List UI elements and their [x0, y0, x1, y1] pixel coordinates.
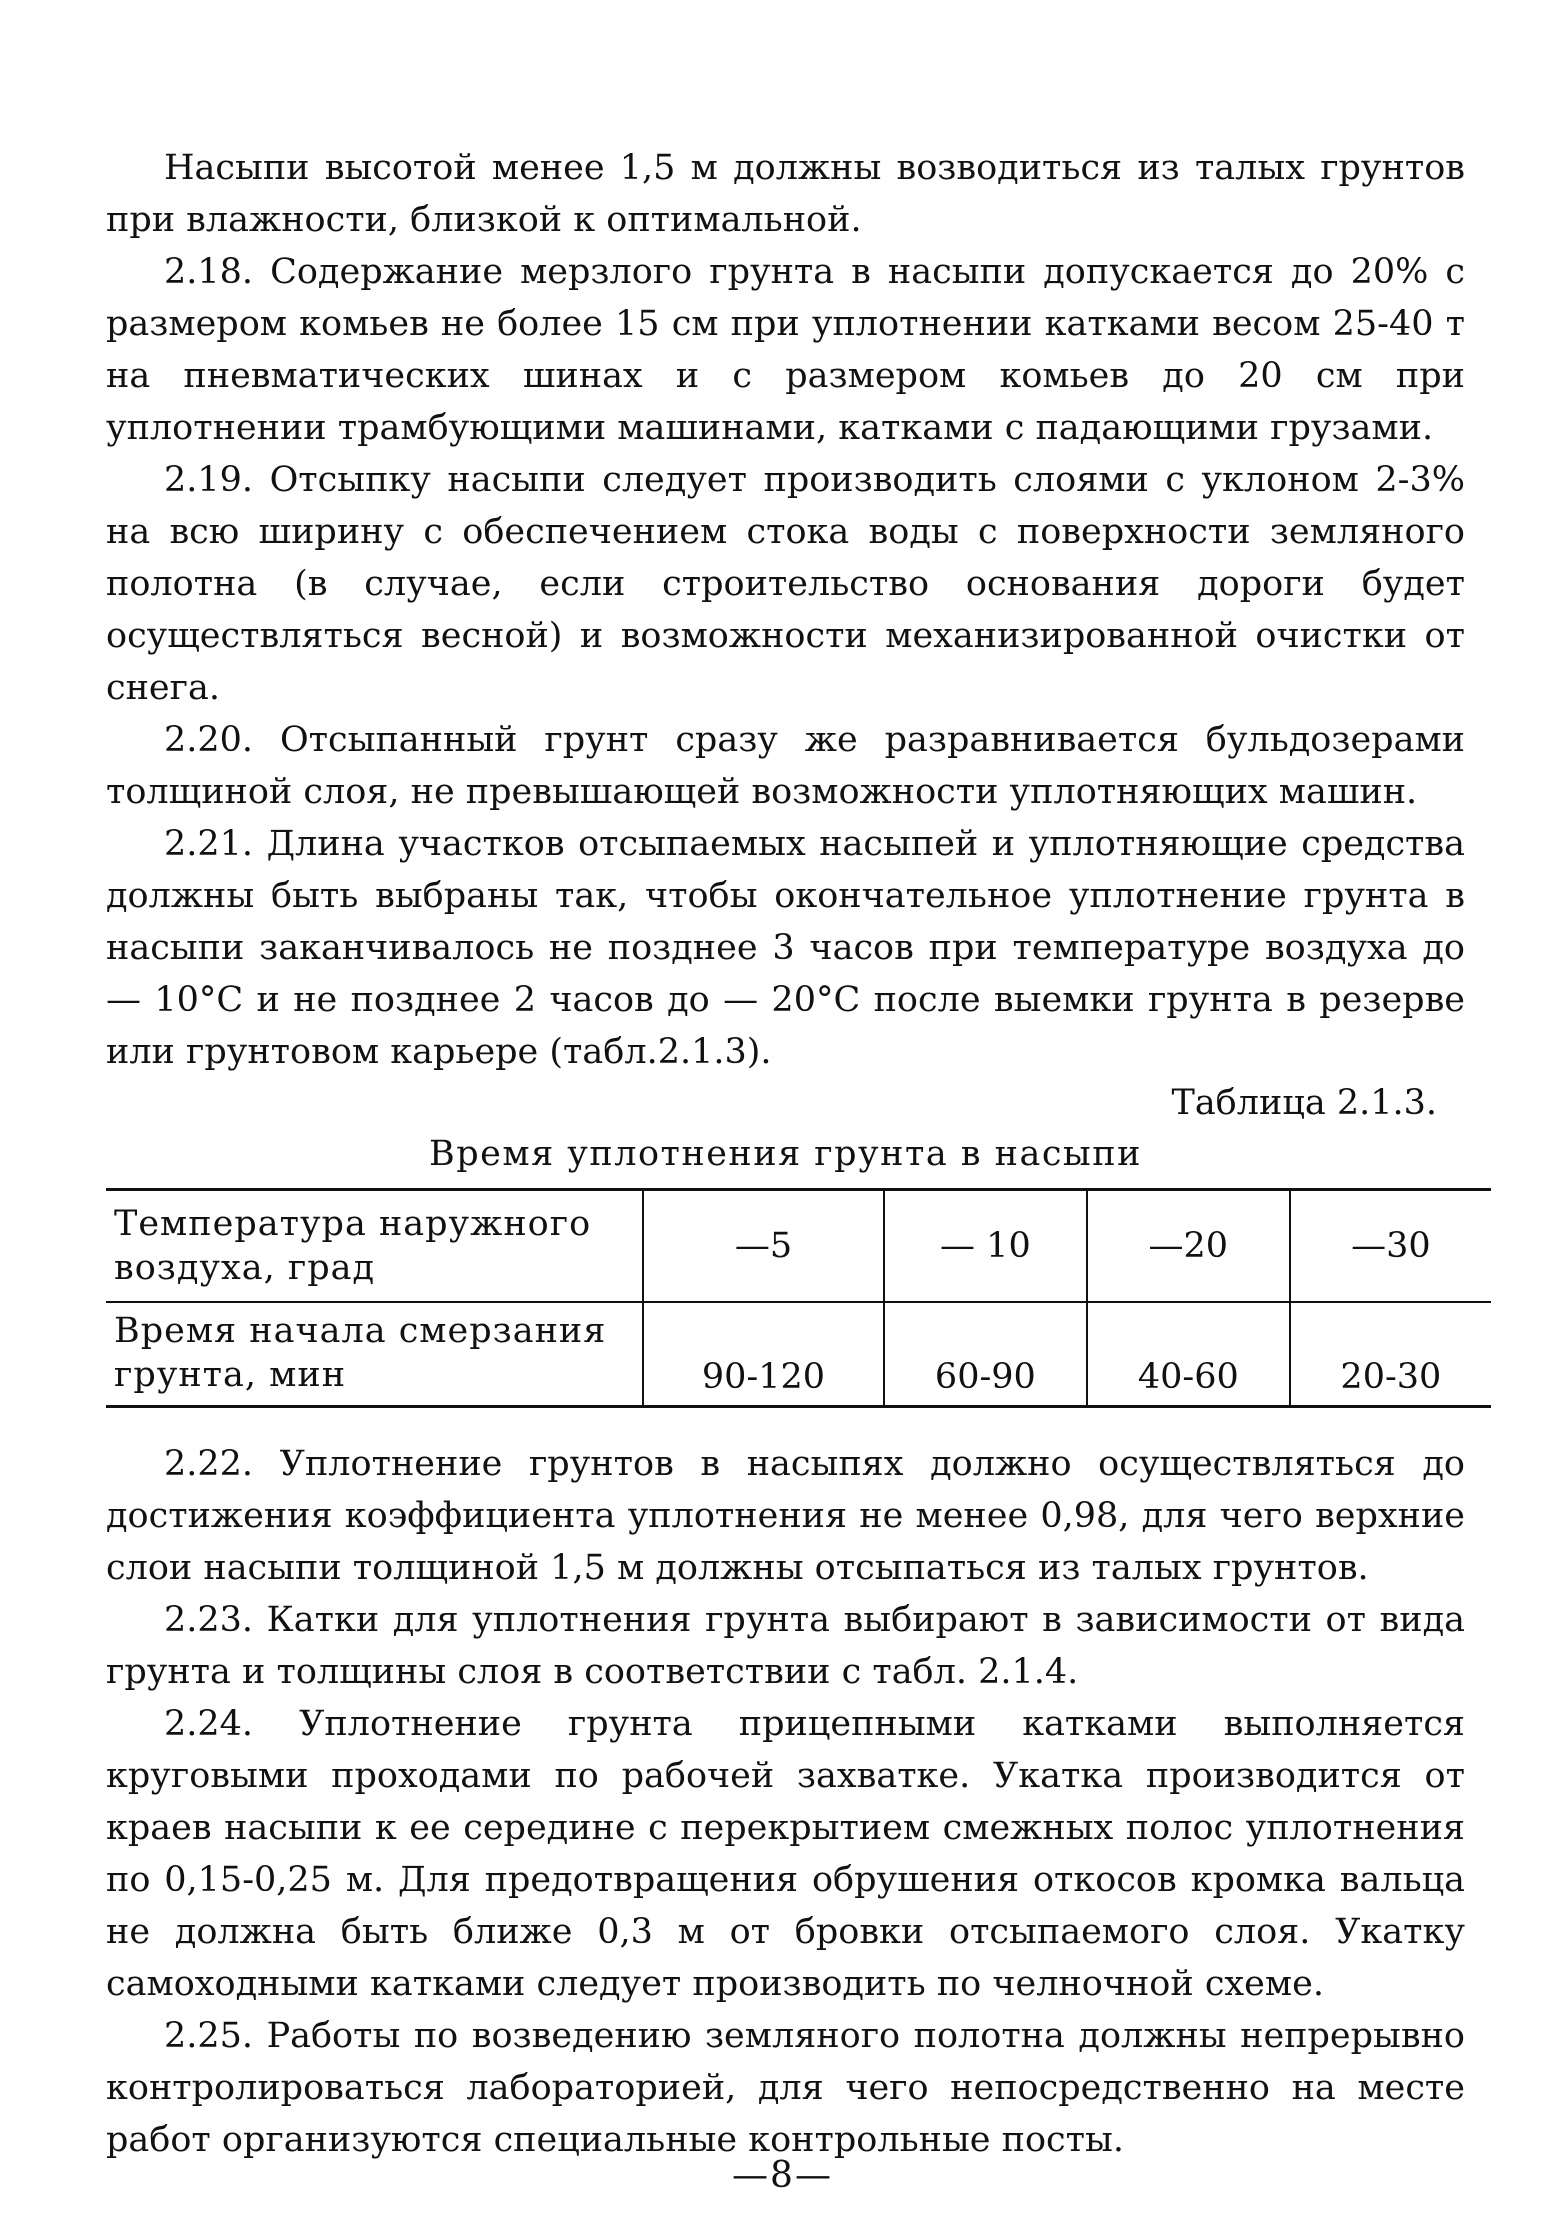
paragraph-2-22: 2.22. Уплотнение грунтов в насыпях должно осуществляться до достижения коэффициента уплотнения не менее 0,98, для чего верхние слои насыпи толщиной 1,5 м должны отсыпаться из талых грунтов. [106, 1444, 1465, 1588]
table-cell: —20 [1087, 1190, 1290, 1303]
paragraph-2-23: 2.23. Катки для уплотнения грунта выбирают в зависимости от вида грунта и толщины слоя в соответствии с табл. 2.1.4. [106, 1600, 1465, 1692]
table-cell: 90-120 [643, 1302, 884, 1407]
table-row [106, 1190, 1491, 1303]
row-label: Время начала смерзания грунта, мин [106, 1302, 643, 1407]
paragraph-intro: Насыпи высотой менее 1,5 м должны возводиться из талых грунтов при влажности, близкой к оптимальной. [106, 148, 1465, 240]
freezing-time-table [106, 1188, 1491, 1408]
table-row [106, 1302, 1491, 1407]
paragraph-2-20: 2.20. Отсыпанный грунт сразу же разравнивается бульдозерами толщиной слоя, не превышающей возможности уплотняющих машин. [106, 720, 1465, 812]
paragraph-2-18: 2.18. Содержание мерзлого грунта в насыпи допускается до 20% с размером комьев не более 15 см при уплотнении катками весом 25-40 т на пневматических шинах и с размером комьев до 20 см при уплотнении трамбующими машинами, катками с падающими грузами. [106, 252, 1465, 448]
paragraph-2-25: 2.25. Работы по возведению земляного полотна должны непрерывно контролироваться лабораторией, для чего непосредственно на месте работ организуются специальные контрольные посты. [106, 2016, 1465, 2160]
table-cell: —5 [643, 1190, 884, 1303]
page-number: —8— [732, 2155, 833, 2196]
table-cell: 20-30 [1290, 1302, 1491, 1407]
table-number: Таблица 2.1.3. [1171, 1083, 1437, 1123]
paragraph-2-24: 2.24. Уплотнение грунта прицепными катками выполняется круговыми проходами по рабочей захватке. Укатка производится от краев насыпи к ее середине с перекрытием смежных полос уплотнения по 0,15-0,25 м. Для предотвращения обрушения откосов кромка вальца не должна быть ближе 0,3 м от бровки отсыпаемого слоя. Укатку самоходными катками следует производить по челночной схеме. [106, 1704, 1465, 2004]
row-label: Температура наружного воздуха, град [106, 1190, 643, 1303]
paragraph-2-21: 2.21. Длина участков отсыпаемых насыпей и уплотняющие средства должны быть выбраны так, чтобы окончательное уплотнение грунта в насыпи заканчивалось не позднее 3 часов при температуре воздуха до — 10°С и не позднее 2 часов до — 20°С после выемки грунта в резерве или грунтовом карьере (табл.2.1.3). [106, 824, 1465, 1072]
paragraph-2-19: 2.19. Отсыпку насыпи следует производить слоями с уклоном 2-3% на всю ширину с обеспечением стока воды с поверхности земляного полотна (в случае, если строительство основания дороги будет осуществляться весной) и возможности механизированной очистки от снега. [106, 460, 1465, 708]
table-cell: 60-90 [884, 1302, 1087, 1407]
table-cell: —30 [1290, 1190, 1491, 1303]
table-title: Время уплотнения грунта в насыпи [429, 1134, 1142, 1174]
table-cell: — 10 [884, 1190, 1087, 1303]
table-cell: 40-60 [1087, 1302, 1290, 1407]
